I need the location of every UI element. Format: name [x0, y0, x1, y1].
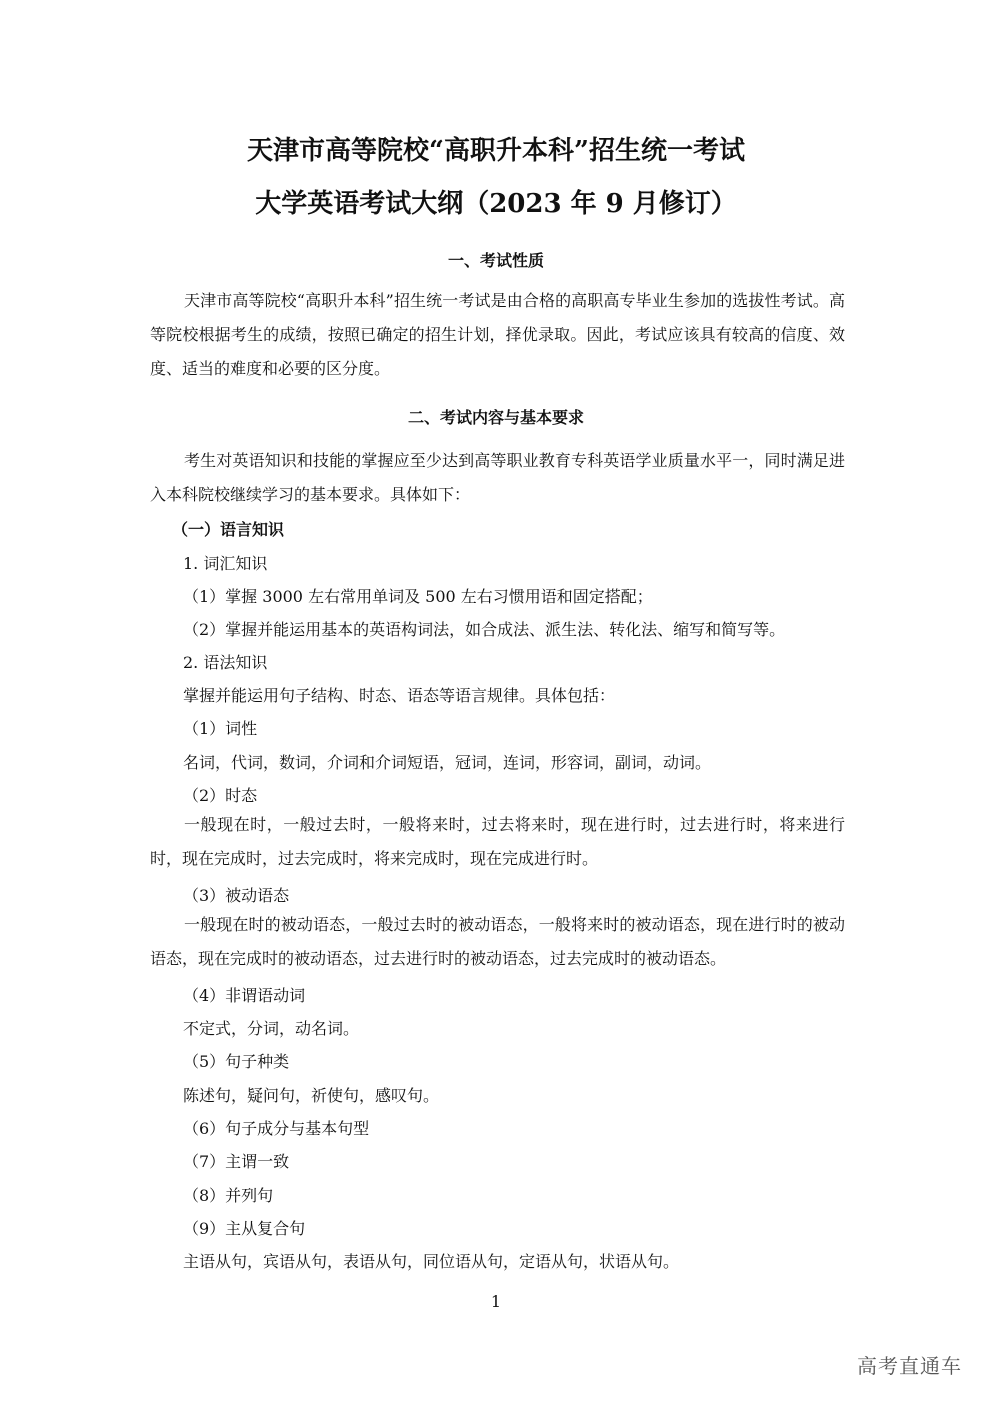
sentence-text: 陈述句，疑问句，祈使句，感叹句。 — [183, 1086, 440, 1105]
pos-title: （1）词性 — [183, 719, 258, 738]
section2-paragraph: 考生对英语知识和技能的掌握应至少达到高等职业教育专科英语学业质量水平一，同时满足进入本科院校继续学习的基本要求。具体如下： — [150, 451, 845, 504]
document-title-line2: 大学英语考试大纲（2023 年 9 月修订） — [255, 189, 737, 219]
section1-heading: 一、考试性质 — [447, 251, 544, 270]
section1-paragraph: 天津市高等院校“高职升本科”招生统一考试是由合格的高职高专毕业生参加的选拔性考试。高等院校根据考生的成绩，按照已确定的招生计划，择优录取。因此，考试应该具有较高的信度、效度、适当的难度和必要的区分度。 — [150, 291, 845, 378]
passive-title: （3）被动语态 — [183, 886, 290, 905]
grammar-intro: 掌握并能运用句子结构、时态、语态等语言规律。具体包括： — [183, 686, 616, 705]
page-number: 1 — [490, 1292, 502, 1311]
vocab-title: 1. 词汇知识 — [183, 554, 268, 573]
vocab-item-1: （1）掌握 3000 左右常用单词及 500 左右习惯用语和固定搭配； — [183, 587, 653, 606]
tense-text: 一般现在时，一般过去时，一般将来时，过去将来时，现在进行时，过去进行时，将来进行时，现在完成时，过去完成时，将来完成时，现在完成进行时。 — [150, 815, 845, 868]
grammar-title: 2. 语法知识 — [183, 653, 268, 672]
document-title-line1: 天津市高等院校“高职升本科”招生统一考试 — [247, 136, 745, 166]
complex-text: 主语从句，宾语从句，表语从句，同位语从句，定语从句，状语从句。 — [183, 1252, 680, 1271]
section2-heading: 二、考试内容与基本要求 — [407, 408, 584, 427]
pos-text: 名词，代词，数词，介词和介词短语，冠词，连词，形容词，副词，动词。 — [183, 753, 712, 772]
agreement-title: （7）主谓一致 — [183, 1152, 290, 1171]
passive-text: 一般现在时的被动语态，一般过去时的被动语态，一般将来时的被动语态，现在进行时的被动语态，现在完成时的被动语态，过去进行时的被动语态，过去完成时的被动语态。 — [150, 915, 845, 968]
tense-title: （2）时态 — [183, 786, 258, 805]
nonfinite-text: 不定式，分词，动名词。 — [183, 1019, 360, 1038]
vocab-item-2: （2）掌握并能运用基本的英语构词法，如合成法、派生法、转化法、缩写和简写等。 — [183, 620, 786, 639]
subsection-language-knowledge: （一）语言知识 — [172, 520, 285, 539]
complex-title: （9）主从复合句 — [183, 1219, 306, 1238]
watermark: 高考直通车 — [857, 1354, 962, 1378]
nonfinite-title: （4）非谓语动词 — [183, 986, 306, 1005]
compound-title: （8）并列句 — [183, 1186, 274, 1205]
element-title: （6）句子成分与基本句型 — [183, 1119, 370, 1138]
sentence-title: （5）句子种类 — [183, 1052, 290, 1071]
